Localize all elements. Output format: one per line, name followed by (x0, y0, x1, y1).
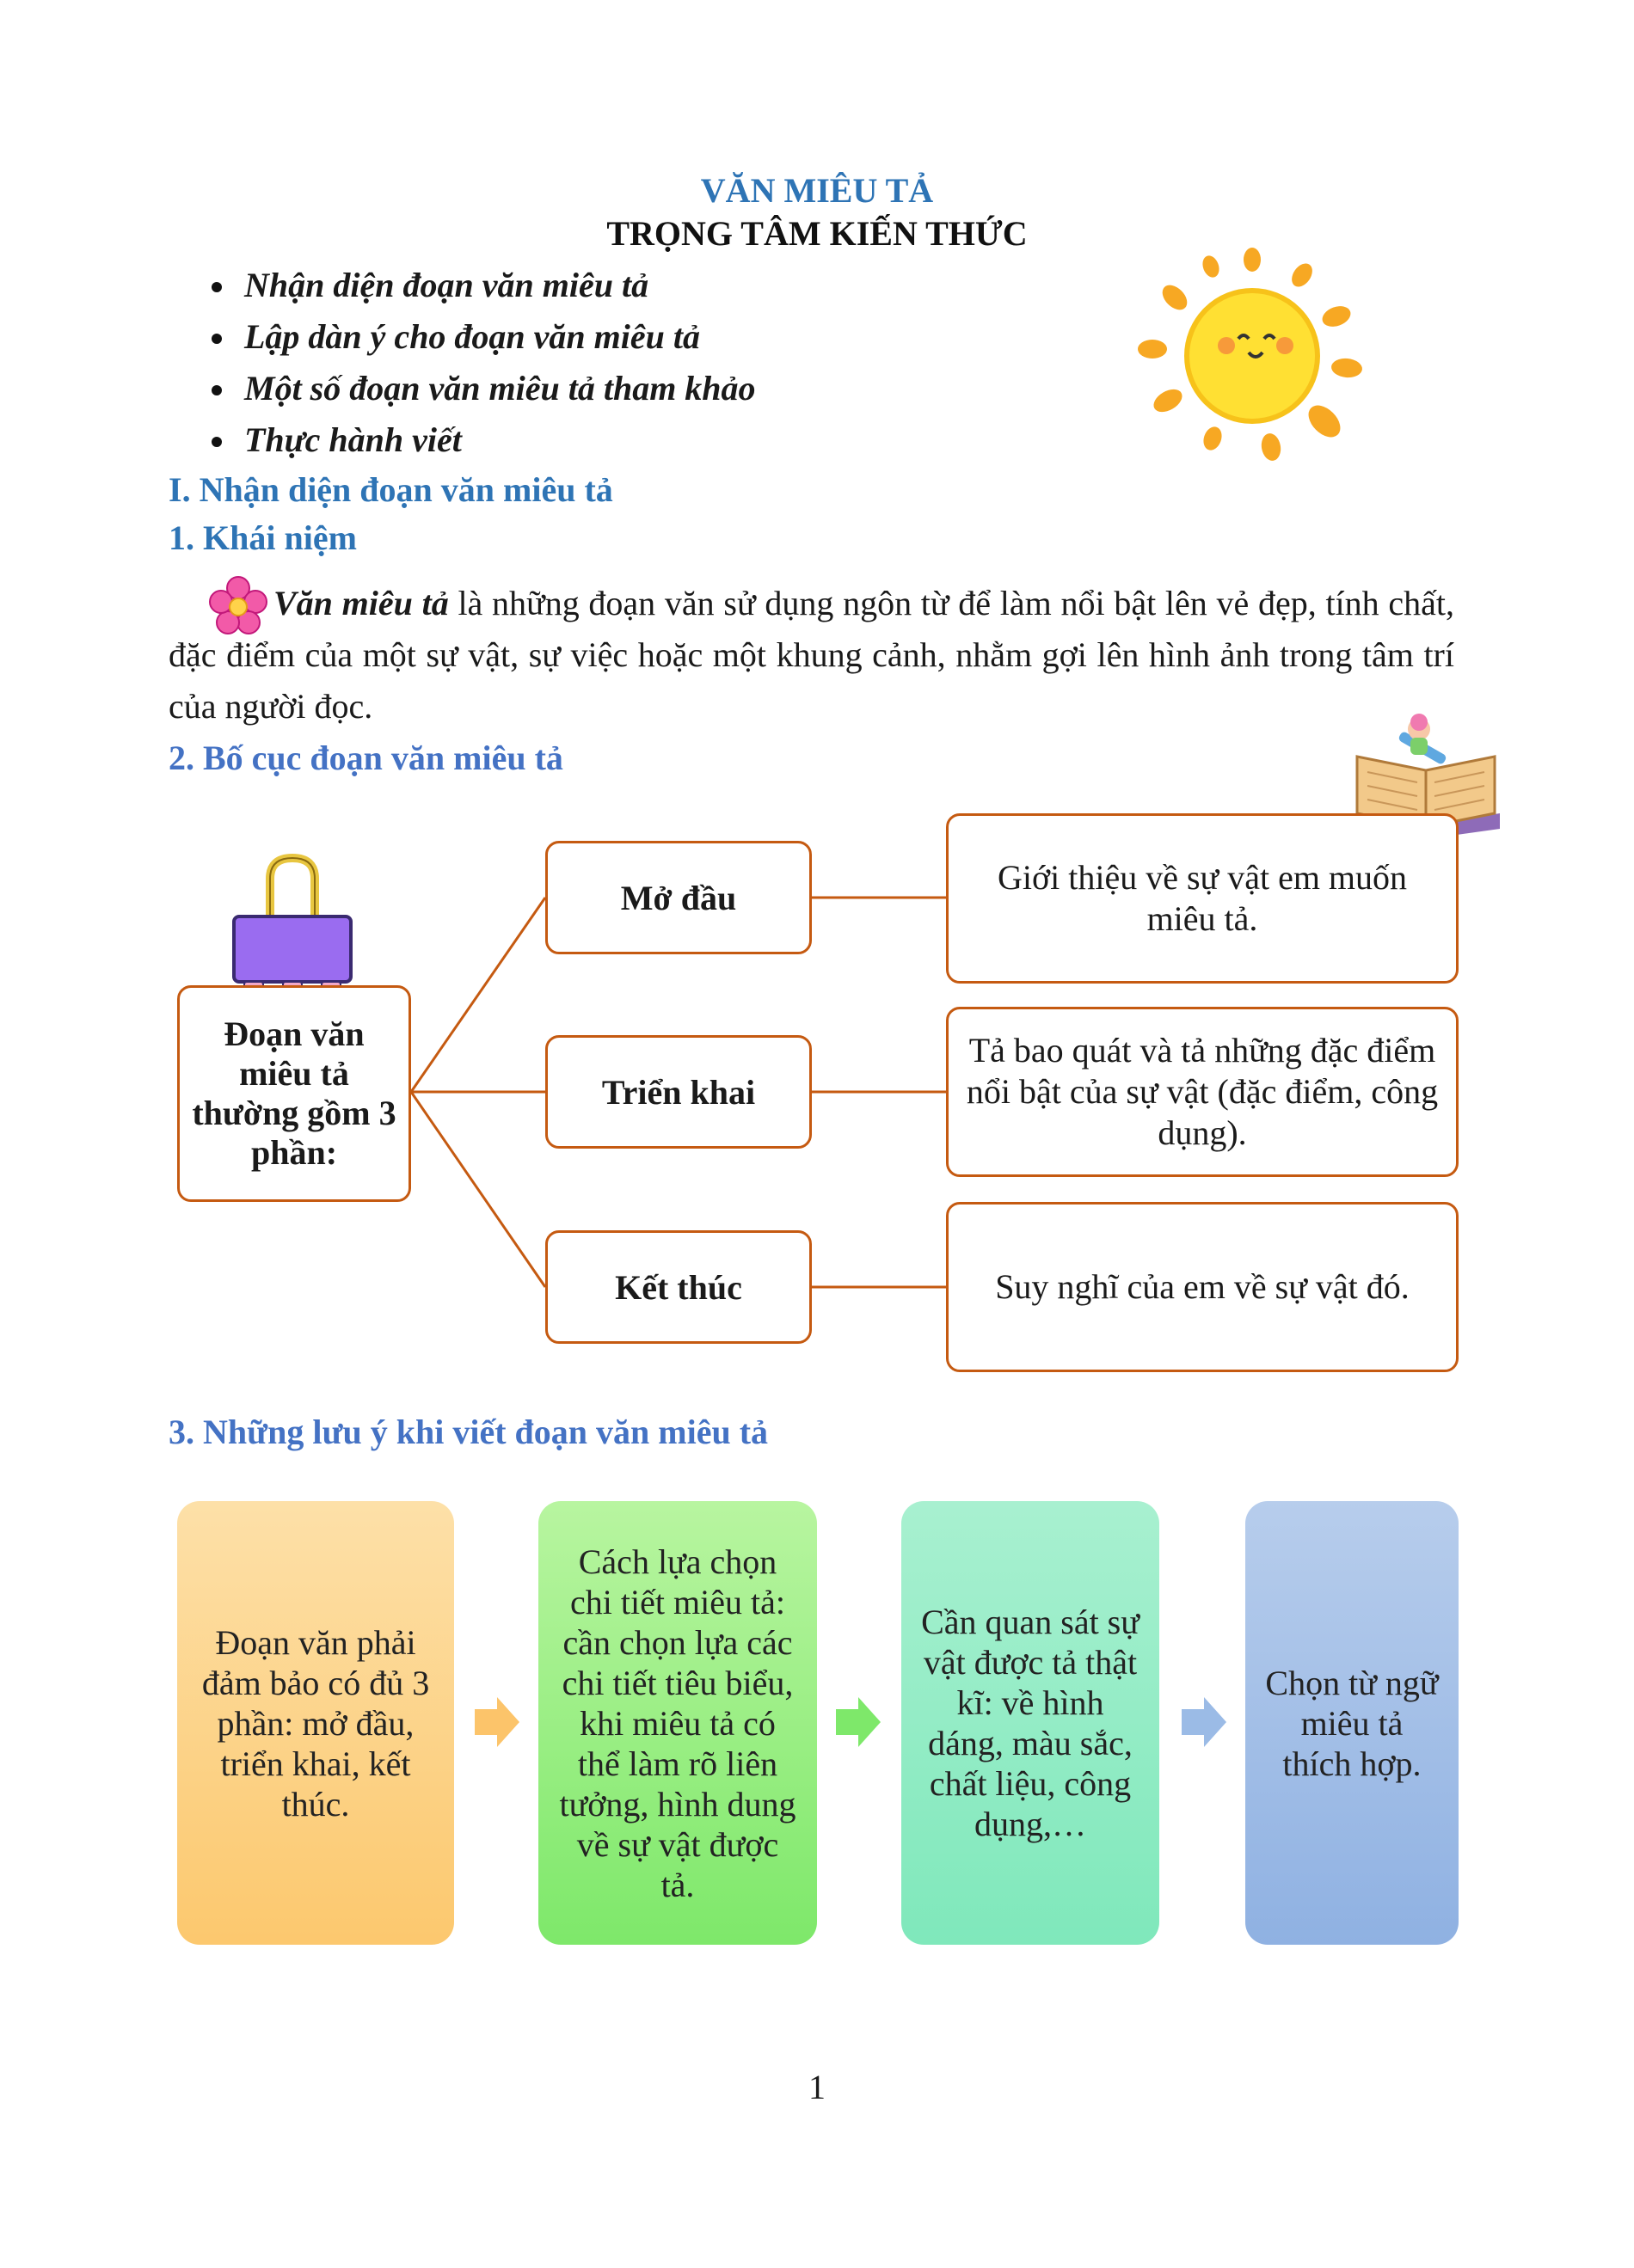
definition-term: Văn miêu tả (273, 584, 449, 622)
page-number: 1 (808, 2068, 826, 2106)
definition-text: là những đoạn văn sử dụng ngôn từ để làm nổi bật lên vẻ đẹp, tính chất, đặc điểm của một sự vật, sự việc hoặc một khung cảnh, nhằm gợi lên hình ảnh trong tâm trí của người đọc. (169, 584, 1455, 726)
part-body-desc: Tả bao quát và tả những đặc điểm nổi bật của sự vật (đặc điểm, công dụng). (946, 1007, 1459, 1177)
arrow-right-icon (832, 1694, 884, 1750)
diagram-root: Đoạn văn miêu tả thường gồm 3 phần: (177, 985, 411, 1202)
list-item: Lập dàn ý cho đoạn văn miêu tả (206, 311, 756, 363)
subsection-heading: 3. Những lưu ý khi viết đoạn văn miêu tả (169, 1413, 769, 1451)
arrow-right-icon (471, 1694, 523, 1750)
list-item: Nhận diện đoạn văn miêu tả (206, 260, 756, 311)
part-body: Triển khai (545, 1035, 812, 1149)
section-heading: I. Nhận diện đoạn văn miêu tả (169, 470, 613, 509)
part-close-desc: Suy nghĩ của em về sự vật đó. (946, 1202, 1459, 1372)
subsection-heading: 2. Bố cục đoạn văn miêu tả (169, 739, 563, 777)
subsection-heading: 1. Khái niệm (169, 518, 357, 557)
note-card: Đoạn văn phải đảm bảo có đủ 3 phần: mở đầu, triển khai, kết thúc. (177, 1501, 454, 1945)
list-item: Một số đoạn văn miêu tả tham khảo (206, 363, 756, 414)
note-card: Chọn từ ngữ miêu tả thích hợp. (1245, 1501, 1459, 1945)
document-subtitle: TRỌNG TÂM KIẾN THỨC (606, 214, 1028, 253)
part-open: Mở đầu (545, 841, 812, 954)
arrow-right-icon (1178, 1694, 1230, 1750)
part-open-desc: Giới thiệu về sự vật em muốn miêu tả. (946, 813, 1459, 984)
list-item: Thực hành viết (206, 414, 756, 466)
part-close: Kết thúc (545, 1230, 812, 1344)
note-card: Cần quan sát sự vật được tả thật kĩ: về hình dáng, màu sắc, chất liệu, công dụng,… (901, 1501, 1159, 1945)
note-card: Cách lựa chọn chi tiết miêu tả: cần chọn lựa các chi tiết tiêu biểu, khi miêu tả có thể làm rõ liên tưởng, hình dung về sự vật được tả. (538, 1501, 817, 1945)
document-title: VĂN MIÊU TẢ (700, 171, 934, 210)
